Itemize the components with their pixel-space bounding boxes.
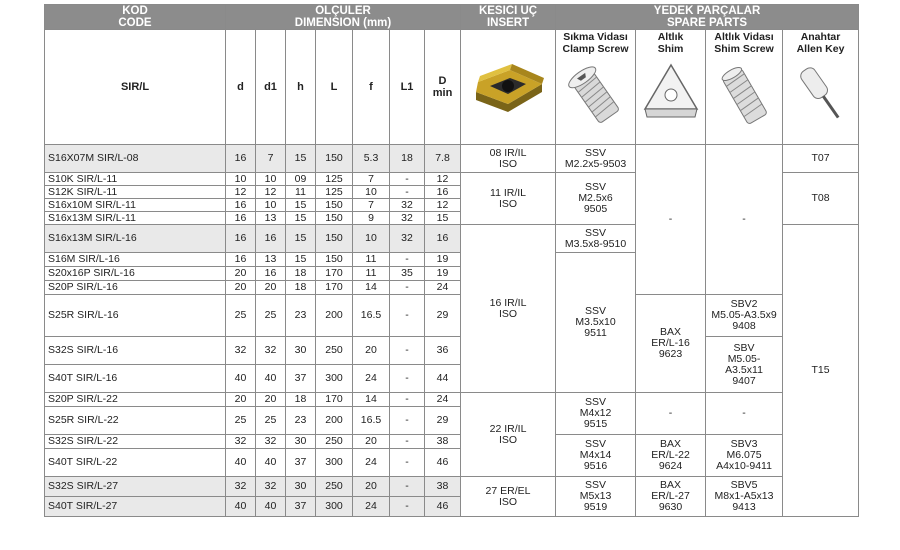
shim-screw-cell: SBV5 M8x1-A5x13 9413 bbox=[706, 477, 783, 517]
clamp-cell: SSV M3.5x8-9510 bbox=[556, 225, 636, 253]
l-header: L bbox=[316, 30, 353, 145]
allen-key-image bbox=[791, 57, 851, 129]
d-header: d bbox=[226, 30, 256, 145]
table-row-code: S10K SIR/L-11 bbox=[45, 173, 226, 186]
sir-l-header: SIR/L bbox=[45, 30, 226, 145]
clamp-cell: SSV M3.5x10 9511 bbox=[556, 253, 636, 393]
spare-parts-header: YEDEK PARÇALAR SPARE PARTS bbox=[556, 5, 859, 30]
allen-key-cell: T08 bbox=[783, 173, 859, 225]
dimension-header: ÖLÇÜLER DIMENSION (mm) bbox=[226, 5, 461, 30]
shim-screw-cell: SBV3 M6.075 A4x10-9411 bbox=[706, 435, 783, 477]
table-row-code: S25R SIR/L-16 bbox=[45, 295, 226, 337]
dmin-header: D min bbox=[425, 30, 461, 145]
allen-key-cell: T15 bbox=[783, 225, 859, 517]
insert-image-cell bbox=[461, 30, 556, 145]
clamp-cell: SSV M5x13 9519 bbox=[556, 477, 636, 517]
clamp-screw-header: Sıkma Vidası Clamp Screw bbox=[556, 30, 636, 145]
table-row-code: S40T SIR/L-27 bbox=[45, 497, 226, 517]
shim-cell: BAX ER/L-22 9624 bbox=[636, 435, 706, 477]
insert-cell: 08 IR/IL ISO bbox=[461, 145, 556, 173]
clamp-cell: SSV M2.2x5-9503 bbox=[556, 145, 636, 173]
clamp-screw-image bbox=[560, 57, 632, 135]
kod-header: KOD CODE bbox=[45, 5, 226, 30]
dimension-table: KOD CODE ÖLÇÜLER DIMENSION (mm) KESİCİ UÇ INSERT YEDEK PARÇALAR SPARE PARTS SIR/L d d1 h L f L1 D min Sıkma Vidası Clamp Screw Altlık Shim Altlık Vidası Shim Screw Anahtar Allen Key S16X07M SIR/L-08 16 7 15 150 5.3 18 7.8 08 IR/IL ISO SSV M2.2x5-9503 - - T07 S10K SIR/L-11 10 10 09 125 7 - 12 11 IR/IL ISO SSV M2.5x6 9505 T08 S12K SIR/L-11 12 12 11 125 10 - 16 S16x10M SIR/L-11 16 10 15 150 7 32 12 S16x13M SIR/L-11 16 13 15 150 9 32 15 S16x13M SIR/L-16 16 16 15 150 10 32 16 16 IR/IL ISO SSV M3.5x8-9510 T15 S16M SIR/L-16 16 13 15 150 11 - 19 SSV M3.5x10 9511 S20x16P SIR/L-16 20 16 18 170 11 35 19 S20P SIR/L-16 20 20 18 170 14 - 24 S25R SIR/L-16 25 25 23 200 16.5 - 29 BAX ER/L-16 9623 SBV2 M5.05-A3.5x9 9408 S32S SIR/L-16 32 32 30 250 20 - 36 SBV M5.05- A3.5x11 9407 S40T SIR/L-16 40 40 37 300 24 - 44 S20P SIR/L-22 20 20 18 170 14 - 24 22 IR/IL ISO SSV M4x12 9515 - - S25R SIR/L-22 25 25 23 200 16.5 - 29 S32S SIR/L-22 32 32 30 250 20 - 38 SSV M4x14 9516 BAX ER/L-22 9624 SBV3 M6.075 A4x10-9411 S40T SIR/L-22 40 40 37 300 24 - 46 S32S SIR/L-27 32 32 30 250 20 - 38 27 ER/EL ISO SSV M5x13 9519 BAX ER/L-27 9630 SBV5 M8x1-A5x13 9413 S40T SIR/L-27 40 40 37 300 24 - 46 bbox=[44, 4, 859, 517]
table-row-code: S20P SIR/L-16 bbox=[45, 281, 226, 295]
shim-cell: - bbox=[636, 145, 706, 295]
table-row-code: S40T SIR/L-22 bbox=[45, 449, 226, 477]
table-row-code: S32S SIR/L-16 bbox=[45, 337, 226, 365]
table-row-code: S16x13M SIR/L-11 bbox=[45, 212, 226, 225]
table-row-code: S20x16P SIR/L-16 bbox=[45, 267, 226, 281]
table-row-code: S32S SIR/L-27 bbox=[45, 477, 226, 497]
shim-screw-image bbox=[712, 57, 776, 135]
shim-screw-cell: SBV M5.05- A3.5x11 9407 bbox=[706, 337, 783, 393]
shim-cell: - bbox=[636, 393, 706, 435]
shim-cell: BAX ER/L-16 9623 bbox=[636, 295, 706, 393]
shim-screw-cell: - bbox=[706, 145, 783, 295]
l1-header: L1 bbox=[390, 30, 425, 145]
shim-cell: BAX ER/L-27 9630 bbox=[636, 477, 706, 517]
insert-image bbox=[468, 48, 548, 128]
table-row-code: S16x10M SIR/L-11 bbox=[45, 199, 226, 212]
insert-header: KESİCİ UÇ INSERT bbox=[461, 5, 556, 30]
clamp-cell: SSV M4x12 9515 bbox=[556, 393, 636, 435]
table-row-code: S40T SIR/L-16 bbox=[45, 365, 226, 393]
spare-parts-table bbox=[44, 4, 858, 546]
table-row-code: S20P SIR/L-22 bbox=[45, 393, 226, 407]
d1-header: d1 bbox=[256, 30, 286, 145]
shim-image bbox=[639, 57, 703, 127]
insert-cell: 27 ER/EL ISO bbox=[461, 477, 556, 517]
shim-screw-header: Altlık Vidası Shim Screw bbox=[706, 30, 783, 145]
insert-cell: 16 IR/IL ISO bbox=[461, 225, 556, 393]
table-row-code: S25R SIR/L-22 bbox=[45, 407, 226, 435]
insert-cell: 11 IR/IL ISO bbox=[461, 173, 556, 225]
allen-key-cell: T07 bbox=[783, 145, 859, 173]
table-row-code: S12K SIR/L-11 bbox=[45, 186, 226, 199]
clamp-cell: SSV M2.5x6 9505 bbox=[556, 173, 636, 225]
table-row-code: S16x13M SIR/L-16 bbox=[45, 225, 226, 253]
shim-screw-cell: SBV2 M5.05-A3.5x9 9408 bbox=[706, 295, 783, 337]
shim-screw-cell: - bbox=[706, 393, 783, 435]
clamp-cell: SSV M4x14 9516 bbox=[556, 435, 636, 477]
h-header: h bbox=[286, 30, 316, 145]
table-row-code: S16X07M SIR/L-08 bbox=[45, 145, 226, 173]
table-row-code: S16M SIR/L-16 bbox=[45, 253, 226, 267]
f-header: f bbox=[353, 30, 390, 145]
shim-header: Altlık Shim bbox=[636, 30, 706, 145]
allen-key-header: Anahtar Allen Key bbox=[783, 30, 859, 145]
insert-cell: 22 IR/IL ISO bbox=[461, 393, 556, 477]
table-row-code: S32S SIR/L-22 bbox=[45, 435, 226, 449]
